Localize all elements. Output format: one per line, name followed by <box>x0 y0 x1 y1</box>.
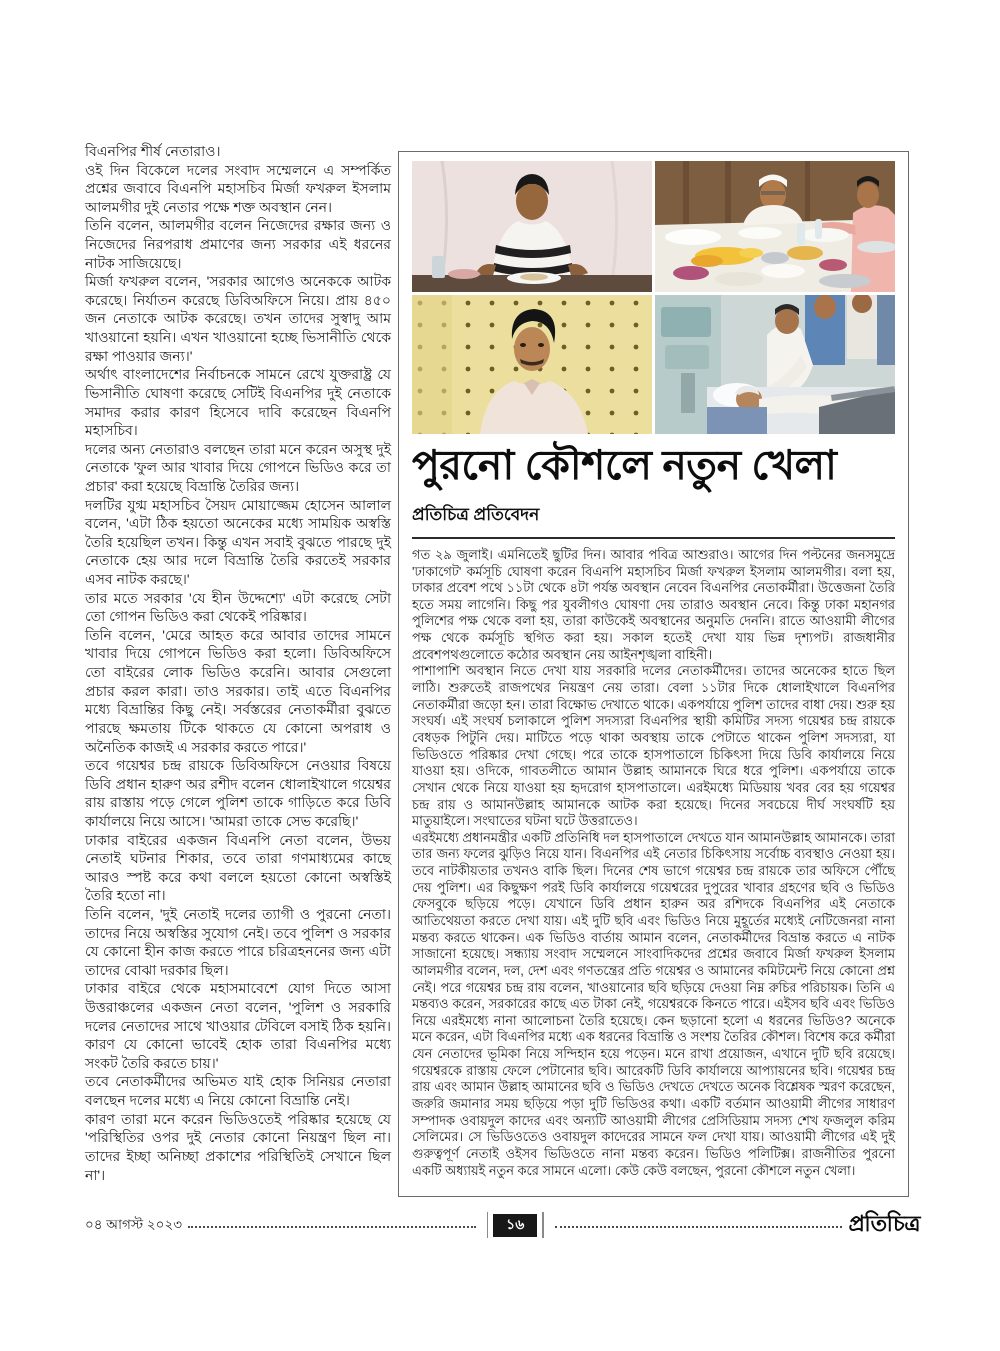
video-still-leader-eating-photo <box>412 161 652 292</box>
page-number: ১৬ <box>506 1216 525 1232</box>
article-paragraph: কারণ তারা মনে করেন ভিডিওতেই পরিষ্কার হয়েছে যে 'পরিস্থিতির ওপর দুই নেতার কোনো নিয়ন্ত্রণ ছিল না। তাদের ইচ্ছা অনিচ্ছা প্রকাশের পরিস্থিতিই সেখানে ছিল না'। <box>85 1110 391 1183</box>
hospital-bedside-visit-photo <box>655 295 895 434</box>
article-paragraph: ঢাকার বাইরের একজন বিএনপি নেতা বলেন, উভয় নেতাই ঘটনার শিকার, তবে তারা গণমাধ্যমের কাছে আরও স্পষ্ট করে কথা বললে হয়তো কোনো অস্বস্তিই তৈরি হতো না। <box>85 831 391 904</box>
article-byline: প্রতিচিত্র প্রতিবেদন <box>412 504 540 524</box>
footer-divider-bar <box>542 1212 544 1238</box>
article-paragraph: মির্জা ফখরুল বলেন, 'সরকার আগেও অনেককে আটক করেছে। নির্যাতন করেছে ডিবিঅফিসে নিয়ে। প্রায় ৪৫০ জন নেতাকে আটক করেছে। তখন তাদের সুস্বাদু আম খাওয়ানো হয়নি। এখন খাওয়ানো হচ্ছে ভিসানীতি থেকে রক্ষা পাওয়ার জন্য।' <box>85 273 391 364</box>
article-paragraph: তবে গয়েশ্বর চন্দ্র রায়কে ডিবিঅফিসে নেওয়ার বিষয়ে ডিবি প্রধান হারুণ অর রশীদ বলেন ধোলাইখালে গয়েশ্বর রায় রাস্তায় পড়ে গেলে পুলিশ তাকে গাড়িতে করে ডিবি কার্যালয়ে নিয়ে আসে। 'আমরা তাকে সেভ করেছি।' <box>85 757 391 829</box>
footer-divider-bar <box>487 1212 489 1238</box>
article-headline: পুরনো কৌশলে নতুন খেলা <box>412 442 837 488</box>
dotted-leader <box>555 1226 843 1228</box>
article-paragraph: পাশাপাশি অবস্থান নিতে দেখা যায় সরকারি দলের নেতাকর্মীদের। তাদের অনেকের হাতে ছিল লাঠি। শুরুতেই রাজপথের নিয়ন্ত্রণ নেয় তারা। বেলা ১১টার দিকে ধোলাইখালে বিএনপির নেতাকর্মীরা জড়ো হন। তারা বিক্ষোভ দেখাতে থাকে। একপর্যায়ে পুলিশ তাদের বাধা দেয়। শুরু হয় সংঘর্ষ। এই সংঘর্ষ চলাকালে পুলিশ সদস্যরা বিএনপির স্থায়ী কমিটির সদস্য গয়েশ্বর চন্দ্র রায়কে বেধড়ক পিটুনি দেয়। মাটিতে পড়ে থাকা অবস্থায় তাকে পেটাতে থাকেন পুলিশ সদস্যরা, যা ভিডিওতে পরিষ্কার দেখা গেছে। পরে তাকে হাসপাতালে চিকিৎসা দিয়ে ডিবি কার্যালয়ে নিয়ে যাওয়া হয়। ওদিকে, গাবতলীতে আমান উল্লাহ আমানকে ঘিরে ধরে পুলিশ। একপর্যায়ে তাকে সেখান থেকে নিয়ে যাওয়া হয় হৃদরোগ হাসপাতালে। এরইমধ্যে মিডিয়ায় খবর বের হয় গয়েশ্বর চন্দ্র রায় ও আমানউল্লাহ আমানকে আটক করা হয়েছে। দিনের সবচেয়ে দীর্ঘ সংঘর্ষটি হয় মাতুয়াইলে। সংঘাতের ঘটনা ঘটে উত্তরাতেও। <box>412 663 895 829</box>
article-paragraph: তিনি বলেন, 'মেরে আহত করে আবার তাদের সামনে খাবার দিয়ে গোপনে ভিডিও করা হলো। ডিবিঅফিসে তো বাইরের লোক ভিডিও করেনি। আবার সেগুলো প্রচার করল কারা। তাও সরকার। তাই এতে বিএনপির মধ্যে বিভ্রান্তির কিছু নেই। সর্বস্তরের নেতাকর্মীরা বুঝতে পারছে ক্ষমতায় টিকে থাকতে যে কোনো অপরাধ ও অনৈতিক কাজই এ সরকার করতে পারে।' <box>85 626 391 755</box>
article-paragraph: তিনি বলেন, 'দুই নেতাই দলের ত্যাগী ও পুরনো নেতা। তাদের নিয়ে অস্বস্তির সুযোগ নেই। তবে পুলিশ ও সরকার যে কোনো হীন কাজ করতে পারে চরিত্রহননের জন্য এটা তাদের বোঝা দরকার ছিল। <box>85 905 391 978</box>
article-paragraph: গত ২৯ জুলাই। এমনিতেই ছুটির দিন। আবার পবিত্র আশুরাও। আগের দিন পল্টনের জনসমুদ্রে 'ঢাকাগেট' কর্মসূচি ঘোষণা করেন বিএনপি মহাসচিব মির্জা ফখরুল ইসলাম আলমগীর। বলা হয়, ঢাকার প্রবেশ পথে ১১টা থেকে ৪টা পর্যন্ত অবস্থান নেবেন বিএনপির নেতাকর্মীরা। উত্তেজনা তৈরি হতে সময় লাগেনি। কিছু পর যুবলীগও ঘোষণা দেয় তারাও অবস্থান নেবে। কিন্তু ঢাকা মহানগর পুলিশের পক্ষ থেকে বলা হয়, তারা কাউকেই অবস্থানের অনুমতি দেননি। রাতে আওয়ামী লীগের পক্ষ থেকে কর্মসূচি স্থগিত করা হয়। সকাল হতেই দেখা যায় ভিন্ন দৃশ্যপট। রাজধানীর প্রবেশপথগুলোতে কঠোর অবস্থান নেয় আইনশৃঙ্খলা বাহিনী। <box>412 546 895 662</box>
article-paragraph: তবে নেতাকর্মীদের অভিমত যাই হোক সিনিয়র নেতারা বলছেন দলের মধ্যে এ নিয়ে কোনো বিভ্রান্তি নেই। <box>85 1073 391 1109</box>
left-article-column <box>85 142 391 1184</box>
article-paragraph: তিনি বলেন, আলমগীর বলেন নিজেদের রক্ষার জন্য ও নিজেদের নিরপরাধ প্রমাণের জন্য সরকার এই ধরনের নাটক সাজিয়েছে। <box>85 217 391 271</box>
article-paragraph: তার মতে সরকার 'যে হীন উদ্দেশ্যে' এটা করেছে সেটা তো গোপন ভিডিও করা থেকেই পরিষ্কার। <box>85 589 391 625</box>
page-number-box <box>493 1214 537 1237</box>
main-article-box <box>398 151 909 1197</box>
article-paragraph: এরইমধ্যে প্রধানমন্ত্রীর একটি প্রতিনিধি দল হাসপাতালে দেখতে যান আমানউল্লাহ আমানকে। তারা তার জন্য ফলের ঝুড়িও নিয়ে যান। বিএনপির এই নেতার চিকিৎসায় সর্বোচ্চ ব্যবস্থাও নেওয়া হয়। তবে নাটকীয়তার তখনও বাকি ছিল। দিনের শেষ ভাগে গয়েশ্বর চন্দ্র রায়কে তার অফিসে পৌঁছে দেয় পুলিশ। এর কিছুক্ষণ পরই ডিবি কার্যালয়ে গয়েশ্বরের দুপুরের খাবার গ্রহণের ছবি ও ভিডিও ফেসবুকে ছড়িয়ে পড়ে। যেখানে ডিবি প্রধান হারুন অর রশিদকে বিএনপির এই নেতাকে আতিথেয়তা করতে দেখা যায়। এই দুটি ছবি এবং ভিডিও নিয়ে মুহূর্তের মধ্যেই নেটিজেনরা নানা মন্তব্য করতে থাকেন। এক ভিডিও বার্তায় আমান বলেন, নেতাকর্মীদের বিভ্রান্ত করতে এ নাটক সাজানো হয়েছে। সন্ধ্যায় সংবাদ সম্মেলনে সাংবাদিকদের প্রশ্নের জবাবে মির্জা ফখরুল ইসলাম আলমগীর বলেন, দল, দেশ এবং গণতন্ত্রের প্রতি গয়েশ্বর ও আমানের কমিটমেন্ট নিয়ে কোনো প্রশ্ন নেই। পরে গয়েশ্বর চন্দ্র রায় বলেন, খাওয়ানোর ছবি ছড়িয়ে দেওয়া নিম্ন রুচির পরিচায়ক। তিনি এ মন্তব্যও করেন, সরকারের কাছে এত টাকা নেই, গয়েশ্বরকে কিনতে পারে। এইসব ছবি এবং ভিডিও নিয়ে এরইমধ্যে নানা আলোচনা তৈরি হয়েছে। কেন ছড়ানো হলো এ ধরনের ভিডিও? অনেকে মনে করেন, এটা বিএনপির মধ্যে এক ধরনের বিভ্রান্তি ও সংশয় তৈরির কৌশল। বিশেষ করে কর্মীরা যেন নেতাদের ভূমিকা নিয়ে সন্দিহান হয়ে পড়েন। মনে রাখা প্রয়োজন, এখানে দুটি ছবি রয়েছে। গয়েশ্বরকে রাস্তায় ফেলে পেটানোর ছবি। আরেকটি ডিবি কার্যালয়ে আপ্যায়নের ছবি। গয়েশ্বর চন্দ্র রায় এবং আমান উল্লাহ আমানের ছবি ও ভিডিও দেখতে দেখতে অনেক বিশ্লেষক স্মরণ করেছেন, জরুরি জমানার সময় ছড়িয়ে পড়া দুটি ভিডিওর কথা। একটি বর্তমান আওয়ামী লীগের সাধারণ সম্পাদক ওবায়দুল কাদের এবং অন্যটি আওয়ামী লীগের প্রেসিডিয়াম সদস্য শেখ ফজলুল করিম সেলিমের। সে ভিডিওতেও ওবায়দুল কাদেরের সামনে ফল দেখা যায়। আওয়ামী লীগের এই দুই গুরুত্বপূর্ণ নেতাই ওইসব ভিডিওতে নানা মন্তব্য করেন। ভিডিও পলিটিক্স। রাজনীতির পুরনো একটি অধ্যায়ই নতুন করে সামনে এলো। কেউ কেউ বলছেন, পুরনো কৌশলে নতুন খেলা। <box>412 829 895 1178</box>
article-paragraph: ঢাকার বাইরে থেকে মহাসমাবেশে যোগ দিতে আসা উত্তরাঞ্চলের একজন নেতা বলেন, 'পুলিশ ও সরকারি দলের নেতাদের সাথে খাওয়ার টেবিলে বসাই ঠিক হয়নি। কারণ যে কোনো ভাবেই হোক তারা বিএনপির মধ্যে সংকট তৈরি করতে চায়।' <box>85 980 391 1071</box>
article-paragraph: দলটির যুগ্ম মহাসচিব সৈয়দ মোয়াজ্জেম হোসেন আলাল বলেন, 'এটা ঠিক হয়তো অনেকের মধ্যে সাময়িক অস্বস্তি তৈরি হয়েছিল তখন। কিন্তু এখন সবাই বুঝতে পারছে দুই নেতাকে হেয় আর দলে বিভ্রান্তি তৈরি করতেই সরকার এসব নাটক করছে।' <box>85 496 391 588</box>
article-paragraph: দলের অন্য নেতারাও বলছেন তারা মনে করেন অসুস্থ দুই নেতাকে 'ফুল আর খাবার দিয়ে গোপনে ভিডিও করে তা প্রচার' করা হয়েছে বিভ্রান্তি তৈরির জন্য। <box>85 440 391 494</box>
dotted-leader <box>188 1226 476 1228</box>
newspaper-logo: প্রতিচিত্র <box>848 1210 920 1236</box>
byline-divider <box>412 537 895 539</box>
footer-date: ০৪ আগস্ট ২০২৩ <box>85 1216 182 1232</box>
officials-dining-table-photo <box>655 161 895 292</box>
page-footer <box>85 1212 920 1238</box>
article-paragraph: ওই দিন বিকেলে দলের সংবাদ সম্মেলনে এ সম্পর্কিত প্রশ্নের জবাবে বিএনপি মহাসচিব মির্জা ফখরুল ইসলাম আলমগীর দুই নেতার পক্ষে শক্ত অবস্থান নেন। <box>85 161 391 215</box>
video-still-leader-speaking-photo <box>412 295 652 434</box>
article-body <box>412 547 895 1179</box>
article-paragraph: বিএনপির শীর্ষ নেতারাও। <box>85 143 221 159</box>
article-paragraph: অর্থাৎ বাংলাদেশের নির্বাচনকে সামনে রেখে যুক্তরাষ্ট্র যে ভিসানীতি ঘোষণা করেছে সেটিই বিএনপির দুই নেতাকে সমাদর করার কারণ হিসেবে দাবি করেছেন বিএনপি মহাসচিব। <box>85 366 391 439</box>
photo-collage <box>412 161 895 434</box>
